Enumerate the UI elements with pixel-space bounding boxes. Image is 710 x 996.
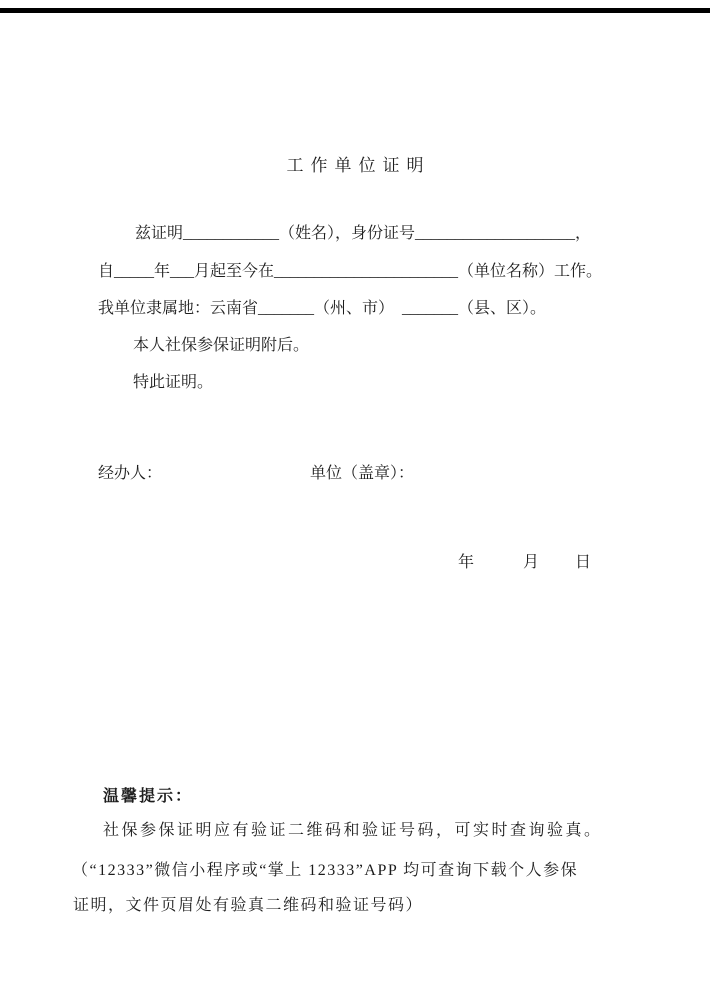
date-year-label: 年 (458, 554, 475, 571)
body-line-certify: 兹证明____________（姓名），身份证号____________________， (135, 225, 592, 242)
date-day-label: 日 (575, 554, 592, 571)
notice-line-apps-continued: 证明，文件页眉处有验真二维码和验证号码） (73, 897, 424, 914)
top-border-bar (0, 8, 710, 13)
body-line-hereby-certified: 特此证明。 (133, 374, 214, 391)
document-title: 工作单位证明 (286, 156, 431, 175)
notice-line-verification: 社保参保证明应有验证二维码和验证号码，可实时查询验真。 (103, 822, 603, 839)
notice-heading: 温馨提示： (103, 788, 194, 805)
unit-seal-label: 单位（盖章）： (310, 465, 415, 482)
date-month-label: 月 (523, 554, 540, 571)
body-line-unit-location: 我单位隶属地：云南省_______（州、市） _______（县、区）。 (98, 300, 547, 317)
body-line-social-insurance-attached: 本人社保参保证明附后。 (133, 337, 310, 354)
body-line-employment-period: 自_____年___月起至今在_______________________（单位名称）工作。 (98, 263, 603, 280)
notice-line-apps: （“12333”微信小程序或“掌上 12333”APP 均可查询下载个人参保 (72, 862, 579, 879)
handler-label: 经办人： (98, 465, 163, 482)
